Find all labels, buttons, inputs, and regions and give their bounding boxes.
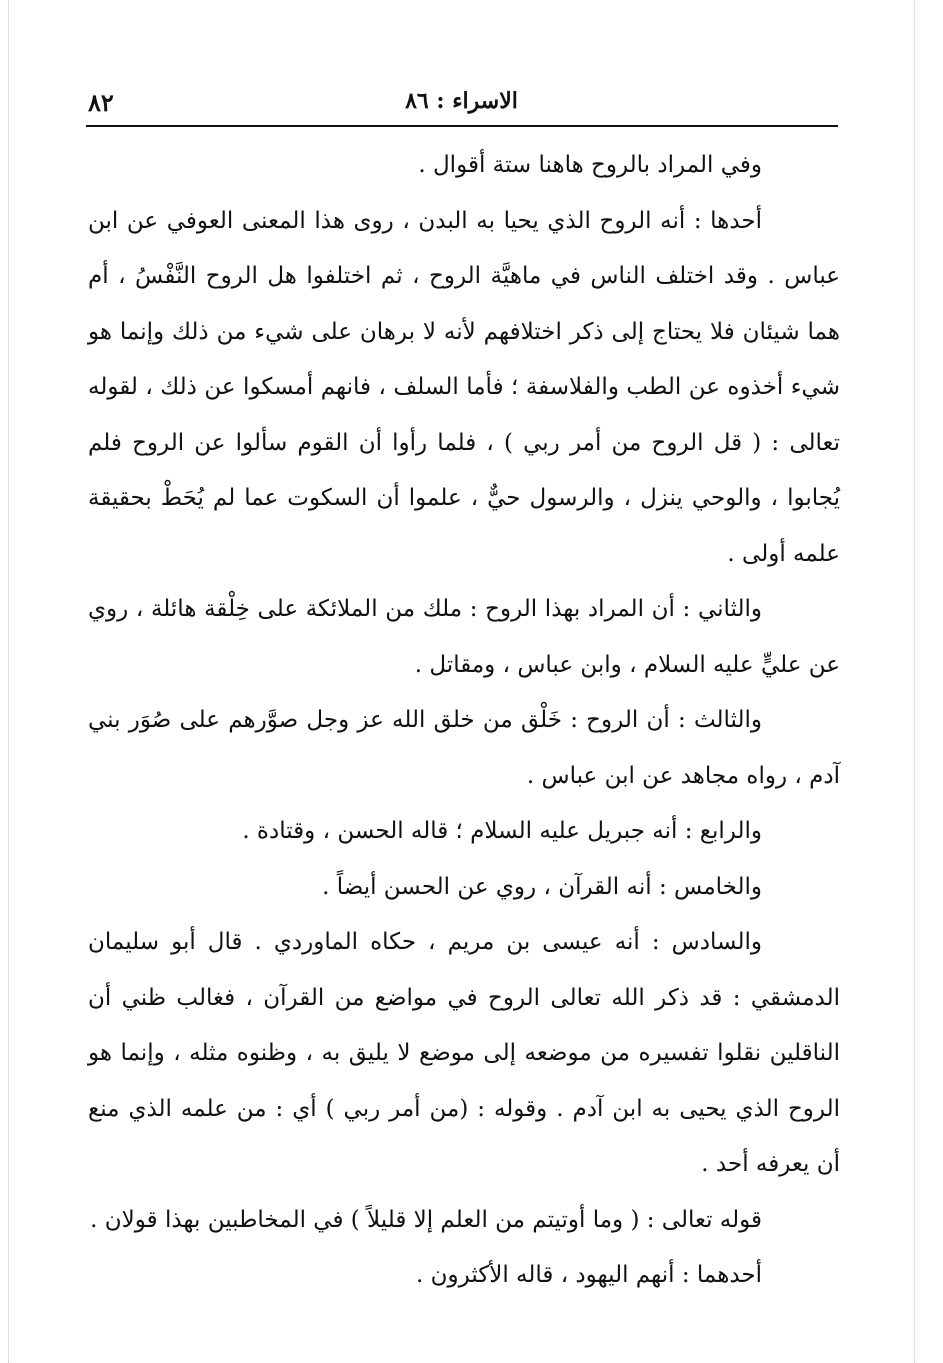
- paragraph-verse-commentary: قوله تعالى : ( وما أوتيتم من العلم إلا قليلاً ) في المخاطبين بهذا قولان .: [90, 1206, 762, 1233]
- page-number: ٨٢: [88, 88, 114, 117]
- paragraph-first-opinion: أحدهما : أنهم اليهود ، قاله الأكثرون .: [416, 1262, 762, 1288]
- left-margin-texture: [8, 0, 9, 1363]
- paragraph-intro: وفي المراد بالروح هاهنا ستة أقوال .: [418, 152, 762, 178]
- paragraph-fifth-view: والخامس : أنه القرآن ، روي عن الحسن أيضاً .: [322, 873, 762, 900]
- paragraph-second-view: والثاني : أن المراد بهذا الروح : ملك من الملائكة على خِلْقة هائلة ، روي عن عليٍّ عليه السلام ، وابن عباس ، ومقاتل .: [88, 596, 840, 678]
- paragraph-third-view: والثالث : أن الروح : خَلْق من خلق الله عز وجل صوَّرهم على صُوَر بني آدم ، رواه مجاهد عن ابن عباس .: [88, 707, 840, 789]
- running-head: الاسراء : ٨٦: [405, 88, 518, 114]
- page-header: [88, 82, 835, 124]
- body-text: [88, 138, 840, 1304]
- paragraph-fourth-view: والرابع : أنه جبريل عليه السلام ؛ قاله الحسن ، وقتادة .: [242, 818, 762, 844]
- paragraph-sixth-view: والسادس : أنه عيسى بن مريم ، حكاه الماوردي . قال أبو سليمان الدمشقي : قد ذكر الله تعالى الروح في مواضع من القرآن ، فغالب ظني أن الناقلين نقلوا تفسيره من موضعه إلى موضع لا يليق به ، وظنوه مثله ، وإنما هو الروح الذي يحيى به ابن آدم . وقوله : (من أمر ربي ) أي : من علمه الذي منع أن يعرفه أحد .: [88, 929, 841, 1177]
- paragraph-first-view: أحدها : أنه الروح الذي يحيا به البدن ، روى هذا المعنى العوفي عن ابن عباس . وقد اختلف الناس في ماهيَّة الروح ، ثم اختلفوا هل الروح النَّفْسُ ، أم هما شيئان فلا يحتاج إلى ذكر اختلافهم لأنه لا برهان على شيء من ذلك وإنما هو شيء أخذوه عن الطب والفلاسفة ؛ فأما السلف ، فانهم أمسكوا عن ذلك ، لقوله تعالى : ( قل الروح من أمر ربي ) ، فلما رأوا أن القوم سألوا عن الروح فلم يُجابوا ، والوحي ينزل ، والرسول حيٌّ ، علموا أن السكوت عما لم يُحَطْ بحقيقة علمه أولى .: [88, 207, 840, 567]
- right-margin-texture: [914, 0, 915, 1363]
- header-rule: [86, 125, 838, 127]
